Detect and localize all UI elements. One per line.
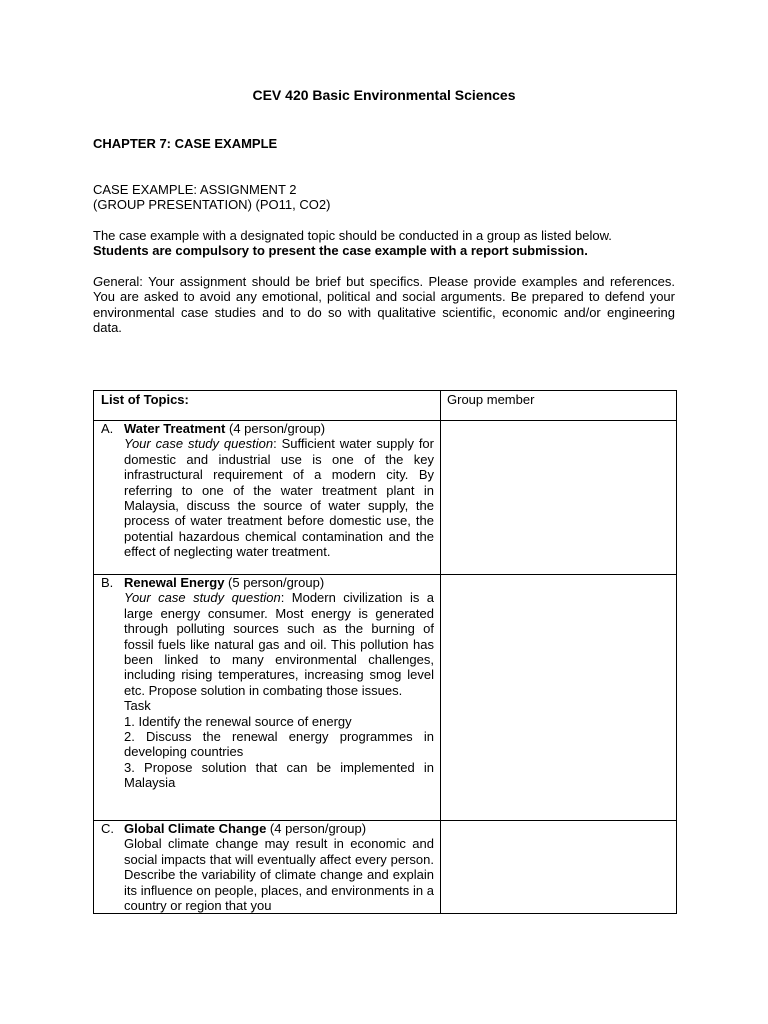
topic-letter: C.: [101, 821, 114, 836]
topic-name: Global Climate Change: [124, 821, 267, 836]
table-row: [94, 575, 677, 821]
table-row: [94, 821, 677, 914]
general-initial: G: [93, 274, 104, 289]
topic-cell-renewal-energy: [94, 575, 441, 821]
group-member-cell: [441, 821, 677, 914]
general-paragraph: [93, 274, 675, 336]
group-member-cell: [441, 421, 677, 575]
course-title: CEV 420 Basic Environmental Sciences: [252, 87, 516, 103]
task-label: Task: [124, 698, 151, 714]
question-text: : Sufficient water supply for domestic and industrial use is one of the key infrastructural requirement of a modern city. By referring to one of the water treatment plant in Malaysia, discuss the source of water supply, the process of water treatment before domestic use, the potential hazardous chemical contamination and the effect of neglecting water treatment.: [124, 436, 434, 560]
topic-name: Water Treatment: [124, 421, 226, 436]
question-label: Your case study question: [124, 436, 274, 452]
intro-line: The case example with a designated topic should be conducted in a group as listed below.: [93, 228, 612, 243]
header-group-member: Group member: [441, 391, 677, 421]
chapter-heading: CHAPTER 7: CASE EXAMPLE: [93, 136, 278, 151]
intro-paragraph: [93, 228, 675, 259]
topic-size: (4 person/group): [225, 421, 326, 436]
topic-cell-global-climate-change: [94, 821, 441, 914]
topic-letter: A.: [101, 421, 114, 436]
task-item: 1. Identify the renewal source of energy: [124, 713, 352, 729]
topic-cell-water-treatment: [94, 421, 441, 575]
header-topics: List of Topics:: [94, 391, 441, 421]
topic-size: (5 person/group): [224, 575, 325, 590]
task-item: 3. Propose solution that can be implemented in Malaysia: [124, 759, 434, 791]
topic-letter: B.: [101, 575, 114, 590]
task-item: 2. Discuss the renewal energy programmes in developing countries: [124, 729, 434, 760]
intro-bold-line: Students are compulsory to present the case example with a report submission.: [93, 243, 588, 259]
table-header-row: [94, 391, 677, 421]
question-text: : Modern civilization is a large energy consumer. Most energy is generated through polluting sources such as the burning of fossil fuels like natural gas and oil. This pollution has been linked to many environmental challenges, including rising temperatures, increasing smog level etc. Propose solution in combating those issues.: [124, 590, 434, 698]
presentation-note: (GROUP PRESENTATION) (PO11, CO2): [93, 197, 331, 213]
topics-table: [93, 390, 677, 914]
assignment-title: CASE EXAMPLE: ASSIGNMENT 2: [93, 182, 297, 197]
general-text: eneral: Your assignment should be brief but specifics. Please provide examples and references. You are asked to avoid any emotional, political and social arguments. Be prepared to defend your environmental case studies and to do so with qualitative scientific, economic and/or engineering data.: [93, 274, 675, 336]
group-member-cell: [441, 575, 677, 821]
assignment-heading: [93, 182, 675, 213]
question-label: Your case study question: [124, 590, 281, 606]
topic-size: (4 person/group): [266, 821, 367, 836]
topic-name: Renewal Energy: [124, 575, 225, 590]
question-text: Global climate change may result in economic and social impacts that will eventually affect every person. Describe the variability of climate change and explain its influence on people, places, and environments in a country or region that you: [124, 836, 434, 913]
table-row: [94, 421, 677, 575]
